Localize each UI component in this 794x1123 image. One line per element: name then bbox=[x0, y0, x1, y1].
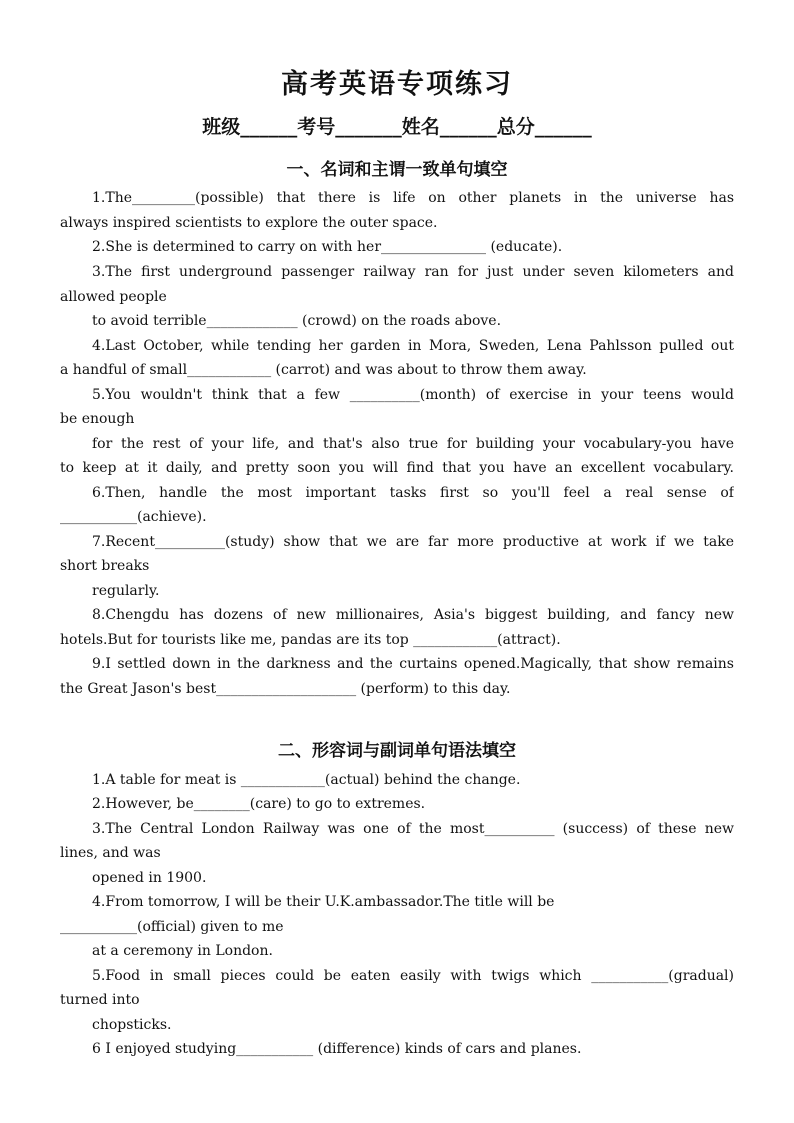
question-line: opened in 1900. bbox=[92, 870, 207, 886]
question-line: ___________(achieve). bbox=[60, 509, 207, 525]
question-line: 6.Then, handle the most important tasks first so you'll feel a real sense of bbox=[92, 485, 734, 501]
question-line: 2.However, be________(care) to go to extremes. bbox=[92, 796, 426, 812]
question-line: 2.She is determined to carry on with her_______________ (educate). bbox=[92, 239, 563, 255]
question-line: 1.A table for meat is ____________(actual) behind the change. bbox=[92, 772, 521, 788]
question-line: turned into bbox=[60, 992, 140, 1008]
page-title: 高考英语专项练习 bbox=[281, 69, 513, 100]
question-line: 7.Recent__________(study) show that we are far more productive at work if we take bbox=[92, 534, 734, 550]
question-line: be enough bbox=[60, 411, 135, 427]
question-line: regularly. bbox=[92, 583, 160, 599]
section-heading-nouns: 一、名词和主谓一致单句填空 bbox=[286, 160, 508, 180]
question-line: 5.Food in small pieces could be eaten easily with twigs which ___________(gradual) bbox=[92, 968, 734, 984]
question-line: 4.From tomorrow, I will be their U.K.ambassador.The title will be bbox=[92, 894, 555, 910]
question-line: for the rest of your life, and that's also true for building your vocabulary-you have bbox=[92, 436, 734, 452]
question-line: 9.I settled down in the darkness and the curtains opened.Magically, that show remains bbox=[92, 656, 734, 672]
question-line: chopsticks. bbox=[92, 1017, 172, 1033]
question-line: 6 I enjoyed studying___________ (difference) kinds of cars and planes. bbox=[92, 1041, 582, 1057]
question-line: 1.The_________(possible) that there is life on other planets in the universe has bbox=[92, 190, 734, 206]
question-line: allowed people bbox=[60, 289, 167, 305]
question-line: lines, and was bbox=[60, 845, 161, 861]
question-line: short breaks bbox=[60, 558, 150, 574]
question-line: 8.Chengdu has dozens of new millionaires, Asia's biggest building, and fancy new bbox=[92, 607, 734, 623]
question-line: a handful of small____________ (carrot) and was about to throw them away. bbox=[60, 362, 587, 378]
question-line: 3.The first underground passenger railway ran for just under seven kilometers and bbox=[92, 264, 734, 280]
question-line: always inspired scientists to explore the outer space. bbox=[60, 215, 438, 231]
question-line: 5.You wouldn't think that a few __________(month) of exercise in your teens would bbox=[92, 387, 734, 403]
question-line: at a ceremony in London. bbox=[92, 943, 273, 959]
question-line: 3.The Central London Railway was one of the most__________ (success) of these new bbox=[92, 821, 734, 837]
question-line: ___________(official) given to me bbox=[60, 919, 284, 935]
section-heading-adjectives: 二、形容词与副词单句语法填空 bbox=[278, 741, 516, 761]
question-line: to avoid terrible_____________ (crowd) on the roads above. bbox=[92, 313, 502, 329]
question-line: the Great Jason's best____________________ (perform) to this day. bbox=[60, 681, 511, 697]
question-line: to keep at it daily, and pretty soon you will find that you have an excellent vocabulary. bbox=[60, 460, 734, 476]
question-line: 4.Last October, while tending her garden in Mora, Sweden, Lena Pahlsson pulled out bbox=[92, 338, 734, 354]
student-info-line: 班级______考号_______姓名______总分______ bbox=[202, 116, 592, 138]
question-line: hotels.But for tourists like me, pandas are its top ____________(attract). bbox=[60, 632, 561, 648]
